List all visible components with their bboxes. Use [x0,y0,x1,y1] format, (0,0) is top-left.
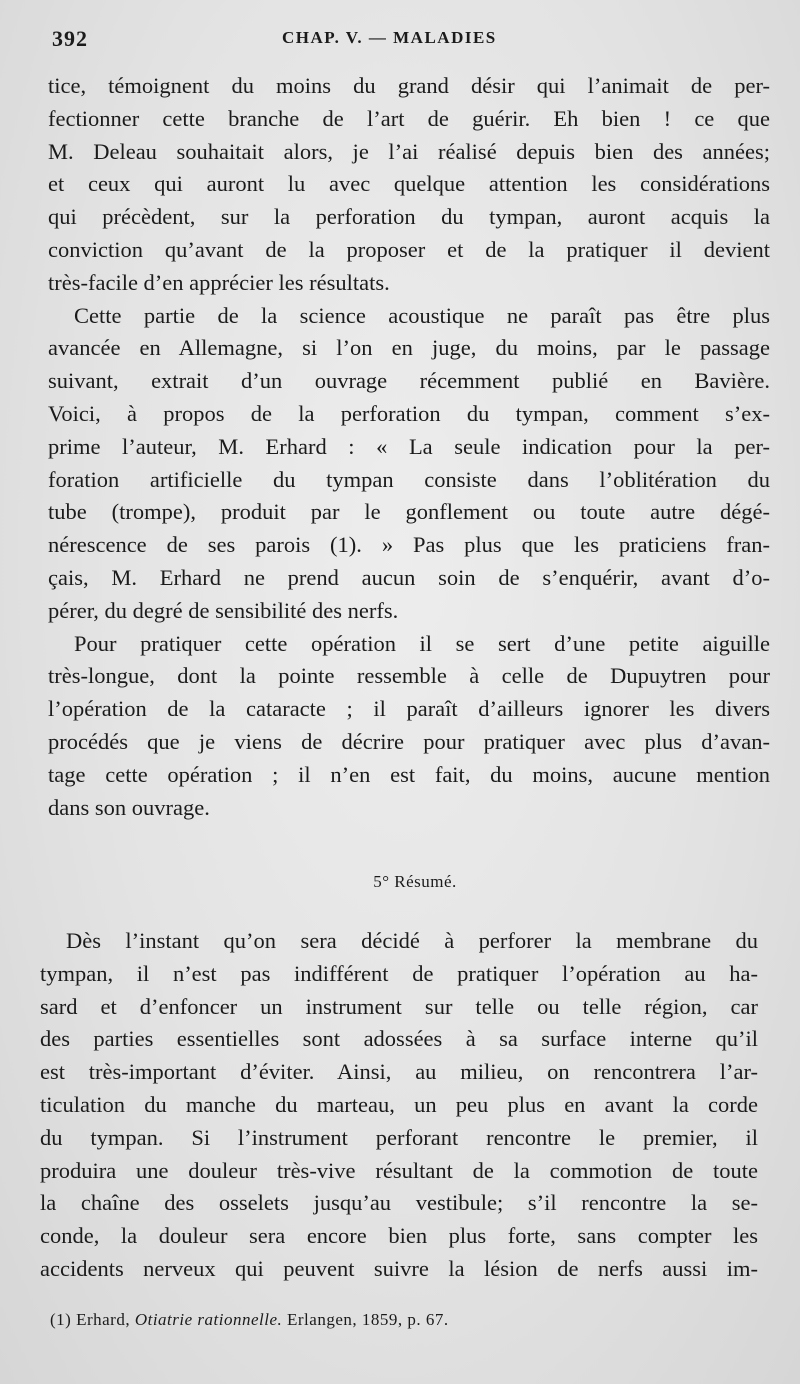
footnote [50,1310,449,1330]
text-line: très-longue, dont la pointe ressemble à celle de Dupuytren pour [48,663,770,689]
text-line: très-facile d’en apprécier les résultats. [48,269,390,295]
paragraph-3 [48,628,770,825]
text-line: tube (trompe), produit par le gonflement ou toute autre dégé- [48,499,770,525]
text-line: l’opération de la cataracte ; il paraît d’ailleurs ignorer les divers [48,696,770,722]
text-line: fectionner cette branche de l’art de guérir. Eh bien ! ce que [48,105,770,131]
text-line: prime l’auteur, M. Erhard : « La seule indication pour la per- [48,433,770,459]
page-number: 392 [52,26,88,51]
text-line: tice, témoignent du moins du grand désir qui l’animait de per- [48,73,770,98]
text-line: Dès l’instant qu’on sera décidé à perforer la membrane du [66,928,758,953]
text-line: dans son ouvrage. [48,794,210,820]
text-line: Voici, à propos de la perforation du tympan, comment s’ex- [48,400,770,426]
footnote-title: Otiatrie rationnelle. [134,1310,283,1329]
body-text-upper [48,70,770,824]
text-line: conde, la douleur sera encore bien plus forte, sans compter les [40,1223,758,1249]
text-line: Cette partie de la science acoustique ne paraît pas être plus [74,302,770,328]
paragraph-4 [40,925,758,1286]
text-line: accidents nerveux qui peuvent suivre la lésion de nerfs aussi im- [40,1255,758,1281]
text-line: avancée en Allemagne, si l’on en juge, du moins, par le passage [48,335,770,361]
text-line: foration artificielle du tympan consiste dans l’oblitération du [48,466,770,492]
text-line: sard et d’enfoncer un instrument sur telle ou telle région, car [40,993,758,1019]
text-line: nérescence de ses parois (1). » Pas plus que les praticiens fran- [48,532,770,558]
footnote-marker: (1) Erhard, [50,1310,135,1329]
text-line: Pour pratiquer cette opération il se sert d’une petite aiguille [74,630,770,656]
text-line: du tympan. Si l’instrument perforant rencontre le premier, il [40,1124,758,1150]
footnote-citation: Erlangen, 1859, p. 67. [282,1310,449,1329]
text-line: suivant, extrait d’un ouvrage récemment publié en Bavière. [48,368,770,394]
chapter-title: CHAP. V. — MALADIES [282,28,497,47]
text-line: et ceux qui auront lu avec quelque attention les considérations [48,171,770,197]
paragraph-2 [48,300,770,628]
text-line: produira une douleur très-vive résultant de la commotion de toute [40,1157,758,1183]
text-line: qui précèdent, sur la perforation du tympan, auront acquis la [48,204,770,230]
paragraph-1 [48,70,770,300]
text-line: la chaîne des osselets jusqu’au vestibule; s’il rencontre la se- [40,1190,758,1216]
section-heading-text: 5° Résumé. [373,872,457,891]
running-head [52,26,760,54]
text-line: conviction qu’avant de la proposer et de la pratiquer il devient [48,236,770,262]
text-line: tage cette opération ; il n’en est fait, du moins, aucune mention [48,761,770,787]
text-line: est très-important d’éviter. Ainsi, au milieu, on rencontrera l’ar- [40,1059,758,1085]
section-heading [0,872,800,892]
body-text-lower [40,925,758,1286]
text-line: pérer, du degré de sensibilité des nerfs. [48,597,399,623]
text-line: tympan, il n’est pas indifférent de pratiquer l’opération au ha- [40,960,758,986]
text-line: M. Deleau souhaitait alors, je l’ai réalisé depuis bien des années; [48,138,770,164]
text-line: procédés que je viens de décrire pour pratiquer avec plus d’avan- [48,728,770,754]
text-line: des parties essentielles sont adossées à sa surface interne qu’il [40,1026,758,1052]
text-line: ticulation du manche du marteau, un peu plus en avant la corde [40,1091,758,1117]
text-line: çais, M. Erhard ne prend aucun soin de s’enquérir, avant d’o- [48,564,770,590]
